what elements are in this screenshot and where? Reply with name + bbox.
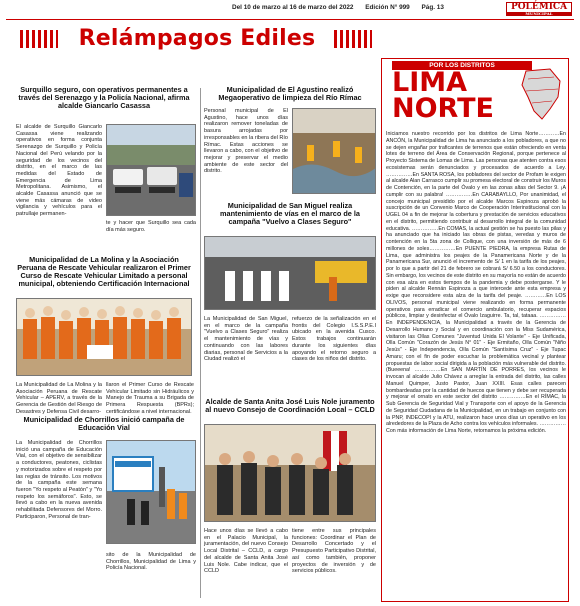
- photo-lamolina-illustration: [17, 299, 192, 376]
- photo-agustino-illustration: [293, 109, 376, 194]
- issue-date: Del 10 de marzo al 16 de marzo del 2022: [232, 4, 354, 11]
- page-number: Pág. 13: [421, 4, 444, 11]
- article-title-sanmiguel: Municipalidad de San Miguel realiza mantenimiento de vías en el marco de la campaña "Vuelvo a Clases Seguro": [220, 201, 360, 226]
- photo-santanita-illustration: [205, 425, 376, 522]
- article-body-sanmiguel-right: refuerzo de la señalización en el frontis del Colegio I.S.S.P.E.I ubicado en la avenida Cusco. Estos trabajos continuarán durante los siguientes días apoyando el retorno seguro a clases de los niños del distrito.: [292, 316, 376, 363]
- section-banner: [20, 24, 374, 54]
- article-title-agustino: Municipalidad de El Agustino realizó Megaoperativo de limpieza del Río Rímac: [218, 85, 362, 102]
- lima-norte-column: [381, 58, 569, 602]
- publication-logo: POLÉMICA MUNICIPAL: [506, 2, 572, 16]
- article-body-surquillo: El alcalde de Surquillo Giancarlo Casassa viene realizando operativos en forma conjunta Serenazgo de Surquillo y Policía Nacional del Perú velando por la seguridad de los vecinos del distrito, en el marco de las medidas del Estado de Emergencia de Lima Metropolitana. Asimismo, el alcalde Casassa anunció que se viene más cámaras de video vigilancia y vehículos para el patrullaje permanen-: [16, 124, 102, 218]
- article-body-santanita-left: Hace unos días se llevó a cabo en el Palacio Municipal, la juramentación, del nuevo Consejo Local Distrital – CCLD, a cargo del alcalde de Santa Anita José Luis Nole. Cabe indicar, que el CCLD: [204, 528, 288, 575]
- article-body-sanmiguel-left: La Municipalidad de San Miguel, en el marco de la campaña "Vuelvo a Clases Seguro" realiza el mantenimiento de vías y continuando con las labores diarias, personal de Servicios a la Ciudad realizó el: [204, 316, 288, 363]
- photo-santanita: [204, 424, 376, 522]
- column-divider: [200, 88, 201, 598]
- lima-norte-subtitle: POR LOS DISTRITOS: [392, 61, 532, 70]
- lima-norte-text: Iniciamos nuestro recorrido por los distritos de Lima Norte…………En ANCÓN, la Municipalidad de Lima ha anunciado a los pobladores, a que no se dejen engañar por traficantes de terrenos que están ofreciendo en venta lotes de terreno del Área de Conservación Regional, porque pertenece al Proyecto Sistema de Lomas de Lima. Las personas que atenten contra esos ecosistemas serán denunciados y procesados de acuerdo a Ley. ……………En SANTA ROSA, los pobladores del sector de Profam le exigen al alcalde Alan Carrasco cumplir su promesa electoral de construir los Muros de Contención, en la parte del Óvalo y en las zonas altas del Sector 9. ¡A cumplir con su palabra! ……………En CARABAYLLO, Por unanimidad, el concejo municipal presidido por el alcalde Marcos Espinoza aprobó la suscripción de un Convenio Marco de Cooperación Interinstitucional con la UGEL 04 a fin de mejorar la cobertura y prestación de servicios educativos en el distrito, permitiendo contribuir al desarrollo integral de la comunidad educativa. ……………En COMAS, la actual gestión se ha puesto las pilas y ha anunciado que ha iniciado las obras de pistas, veredas y muros de contención en la 5ta zona de Collique, con una inversión de más de 6 millones de soles……………En PUENTE PIEDRA, la empresa Rutas de Lima, que administra los peajes de la Panamericana Norte y de la Panamericana Sur, anunció el incremento de S/ 1 en la tarifa de los peajes, por lo que a partir del 21 de febrero se cobrará S/ 6.50 a los conductores. Sin embargo, los vecinos de este distrito en su mayoría no están de acuerdo con esa alza en estos tiempos de la pandemia y debe postergarse. Y le piden al alcalde Rennán Espinoza a que intercede ante esta empresa y exige que reconsidere esta alza de la tarifa del peaje. …………En LOS OLIVOS, personal municipal viene realizando en forma permanente operativos para erradicar el comercio ambulatorio, recuperar espacios públicos, limpiar y desinfectar el Óvalo Izaguirre. Ta, tal, tataaa. ……………En INDEPENDENCIA, la Municipalidad a través de la Gerencia de Desarrollo Humano y Social y en coordinación con la Miss Sudamérica, visitaron las Ollas Comunes "Juventud Unida El Volante" - Eje Unificada, Olla Común "Corazón de Jesús N° 01" - Eje Ermitaño, Olla Común "Niño Jesús" - Eje Independencia, Olla Común "Santísima Cruz" - Eje Tupac Amaru; con el fin de poder escuchar la problemática vecinal y plantear propuestas de labor social dirigida a la población más vulnerable del distrito. (Bueeena! ……………En SAN MARTÍN DE PORRES, los vecinos le invocan al alcalde Julio Chávez a arreglar la entrada del distrito, las calles Manuel Quimper, Justo Pastor, Juan XXIII. Esas calles parecen bombardeadas por la cantidad de huecos que tienen y debe ser recuperada y mejorar el ornato en este sector del distrito ……………En el RÍMAC, la Sub Gerencia de Seguridad Vial y Transporte con el apoyo de la Gerencia de Seguridad Ciudadana de la Municipalidad, en un trabajo en conjunto con la PNP, INDECOPI y la ATU, realizaron hace unos días un operativo en los alrededores de la Plaza de Acho contra los vehículos informales. ……………Con más información de Lima Norte, retornamos la próxima edición.: [386, 131, 566, 434]
- header-meta: [232, 4, 454, 11]
- lima-norte-title-line2: NORTE: [392, 93, 494, 124]
- caption-chorrillos: sito de la Municipalidad de Chorrillos, Municipalidad de Lima y Policía Nacional.: [106, 552, 196, 572]
- edition-number: Edición N° 999: [365, 4, 410, 11]
- banner-stripes-left: [20, 30, 58, 48]
- photo-surquillo-illustration: [107, 125, 196, 216]
- photo-surquillo: [106, 124, 196, 216]
- article-body-agustino: Personal municipal de El Agustino, hace unos días realizaron remover toneladas de basura arrojadas por irresponsables en la ribera del Río Rímac. Estas acciones se llevaron a cabo, con el objetivo de mejorar y preservar el medio ambiente de este sector del distrito.: [204, 108, 288, 175]
- article-title-lamolina: Municipalidad de La Molina y la Asociación Peruana de Rescate Vehicular realizaron el Primer Curso de Rescate Vehicular Limitado a personal municipal, obteniendo Certificación Internacional: [17, 255, 191, 288]
- banner-stripes-right: [334, 30, 372, 48]
- header-divider: [6, 19, 574, 20]
- caption-lamolina-right: llaron el Primer Curso de Rescate Vehicular Limitado sin Hidráulicos y Manejo de Trauma a su Brigada de Primera Respuesta (BPRs); certificándose a nivel internacional.: [106, 382, 194, 415]
- photo-sanmiguel-illustration: [205, 237, 376, 310]
- section-title: Relámpagos Ediles: [78, 26, 316, 51]
- photo-lamolina: [16, 298, 192, 376]
- caption-surquillo: te y hacer que Surquillo sea cada día más seguro.: [106, 220, 196, 233]
- lima-norte-masthead: [382, 59, 568, 125]
- photo-chorrillos-illustration: [107, 441, 196, 544]
- caption-lamolina-left: La Municipalidad de La Molina y la Asociación Peruana de Rescate Vehicular – APERV, a través de la Gerencia de Gestión del Riesgo de Desastres y Defensa Civil desarro-: [16, 382, 102, 415]
- photo-agustino: [292, 108, 376, 194]
- article-title-surquillo: Surquillo seguro, con operativos permanentes a través del Serenazgo y la Policía Nacional, afirma alcalde Giancarlo Casassa: [18, 85, 190, 110]
- lima-norte-map-icon: [520, 67, 564, 121]
- lima-norte-title-line1: LIMA: [392, 67, 468, 98]
- article-title-chorrillos: Municipalidad de Chorrillos inició campaña de Educación Vial: [23, 415, 185, 432]
- article-body-santanita-right: tiene entre sus principales funciones: Coordinar el Plan de Desarrollo Concertado y el Presupuesto Participativo Distrital, así como también, proponer proyectos de inversión y de servicios públicos.: [292, 528, 376, 575]
- article-body-chorrillos: La Municipalidad de Chorrillos inició una campaña de Educación Vial, con el objetivo de sensibilizar a conductores, peatones, ciclistas y motorizados sobre el respeto por las reglas de tránsito. Los motivos de la campaña este semana fueron "Yo respeto al Peatón" y "Yo respeto los semáforos". Esto, se llevó a cabo en la nueva avenida rehabilitada Defensores del Morro. Participaron, Personal de tran-: [16, 440, 102, 520]
- photo-chorrillos: [106, 440, 196, 544]
- article-title-santanita: Alcalde de Santa Anita José Luis Nole juramento al nuevo Consejo de Coordinación Local – CCLD: [205, 397, 375, 414]
- photo-sanmiguel: [204, 236, 376, 310]
